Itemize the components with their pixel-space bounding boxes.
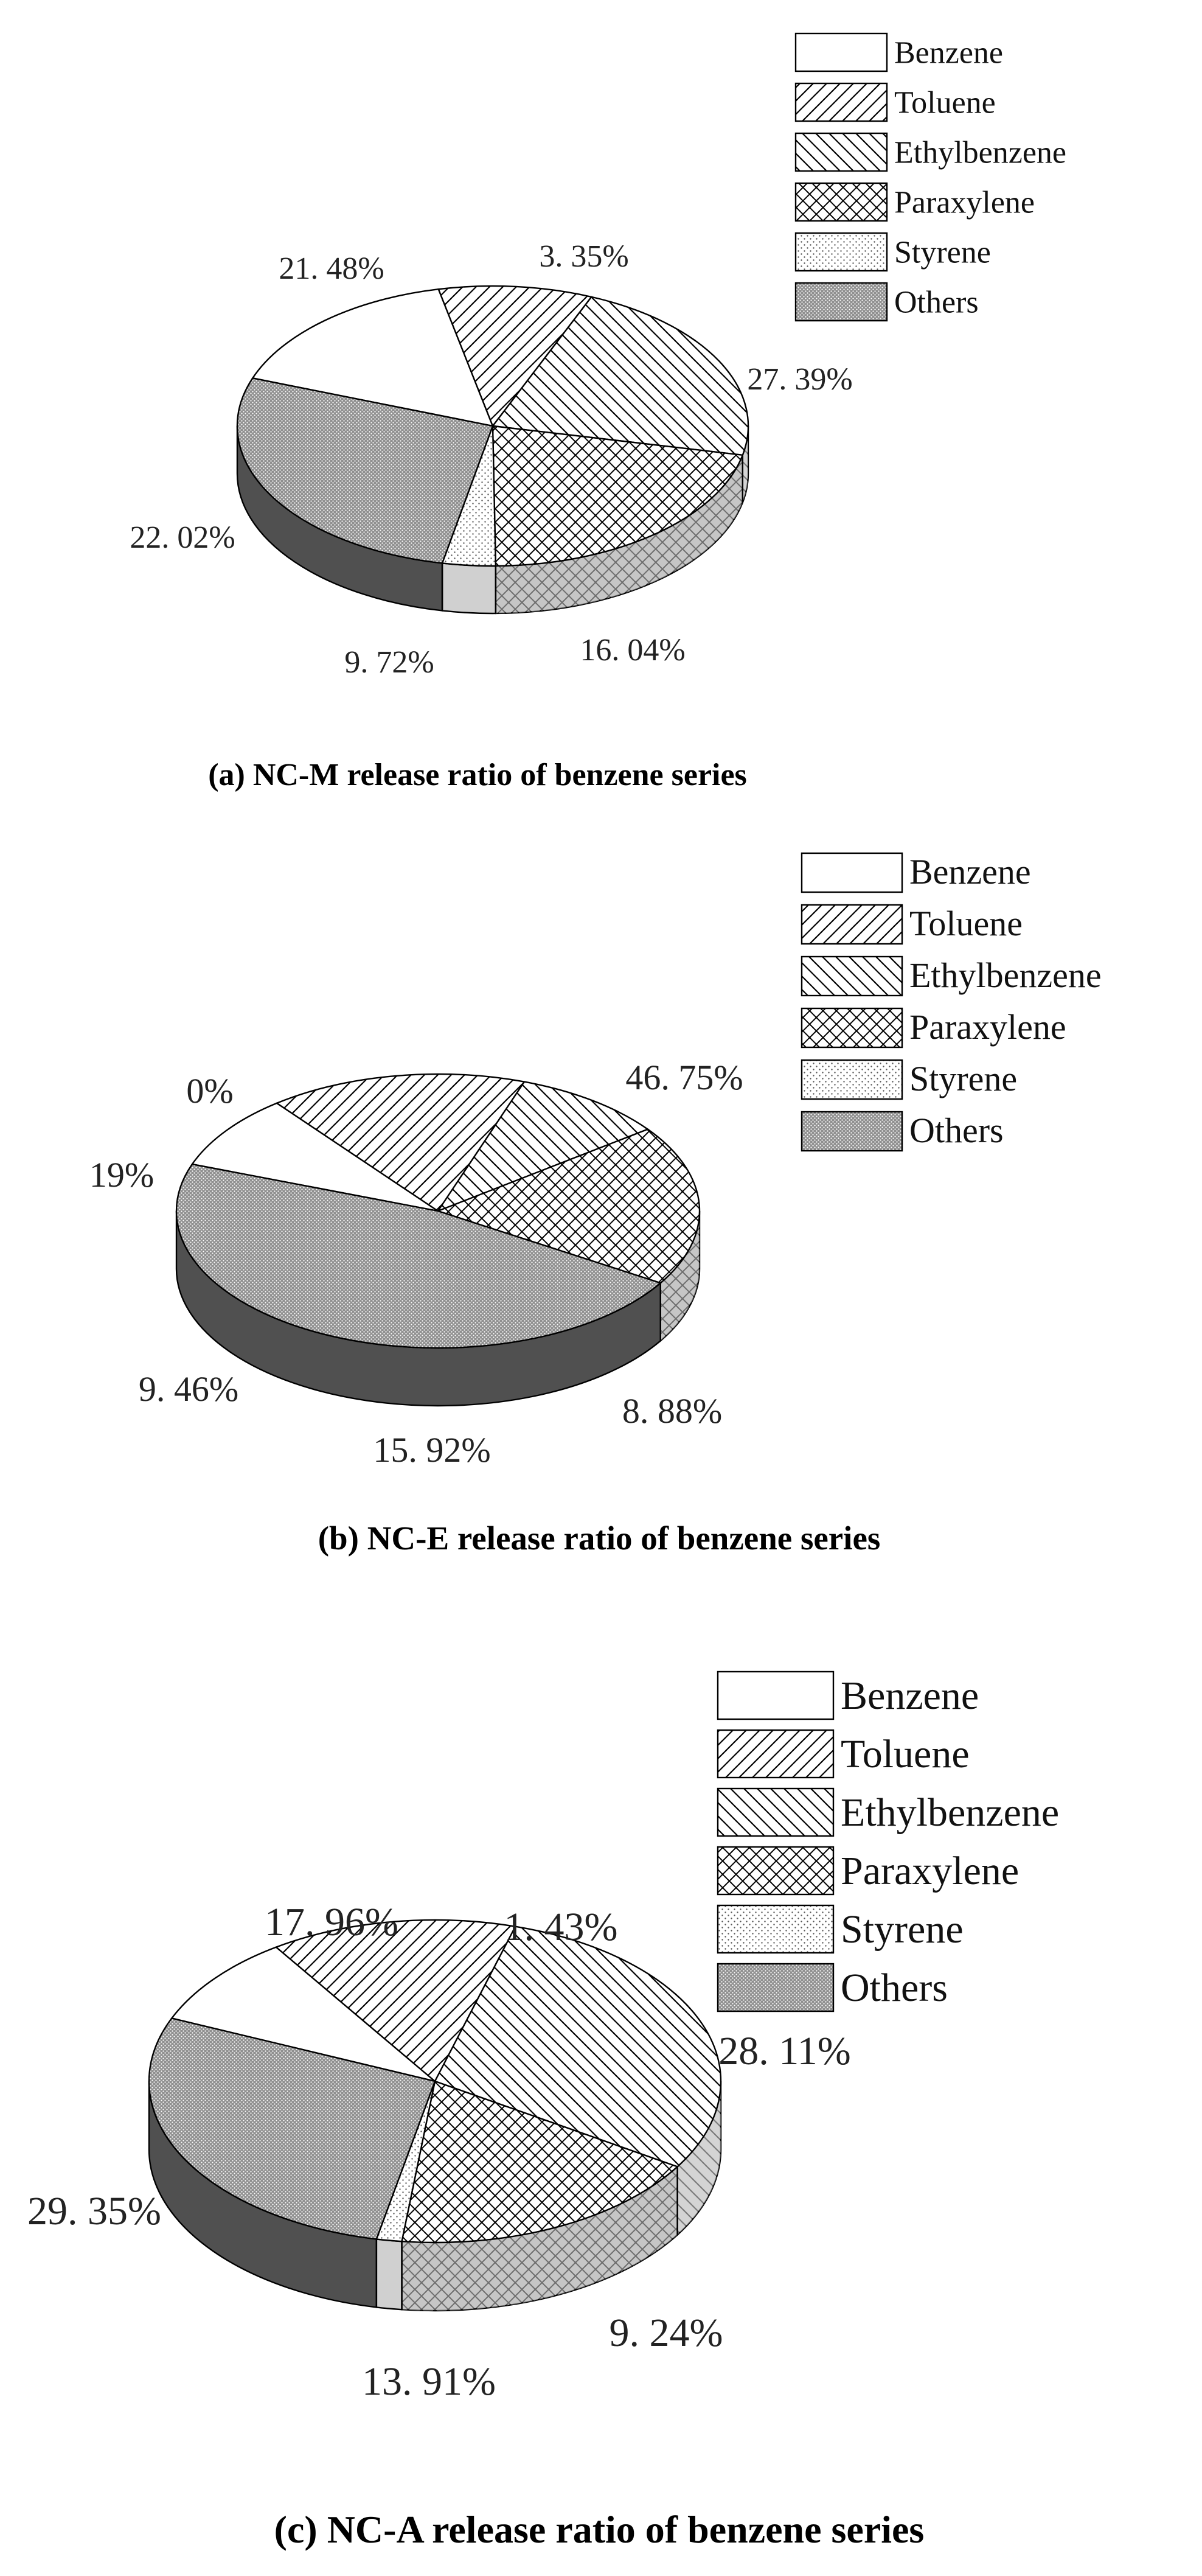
value-label-toluene: 13. 91% bbox=[362, 2359, 496, 2404]
legend-item-ethylbenzene bbox=[718, 1789, 1059, 1836]
legend-item-toluene bbox=[802, 904, 1023, 944]
legend-label-toluene: Toluene bbox=[909, 903, 1023, 943]
legend-a bbox=[796, 33, 1066, 321]
legend-label-benzene: Benzene bbox=[841, 1673, 979, 1718]
value-label-benzene: 8. 88% bbox=[622, 1391, 723, 1431]
legend-label-paraxylene: Paraxylene bbox=[841, 1848, 1020, 1893]
legend-swatch-styrene bbox=[802, 1060, 902, 1099]
value-label-paraxylene: 17. 96% bbox=[265, 1900, 398, 1944]
pie-chart-b bbox=[89, 1058, 743, 1470]
legend-item-benzene bbox=[796, 33, 1003, 71]
legend-swatch-others bbox=[802, 1112, 902, 1151]
legend-item-ethylbenzene bbox=[802, 955, 1102, 996]
legend-swatch-benzene bbox=[796, 33, 887, 71]
value-label-ethylbenzene: 9. 46% bbox=[138, 1369, 239, 1409]
legend-item-benzene bbox=[802, 852, 1031, 892]
legend-swatch-others bbox=[796, 283, 887, 321]
legend-label-paraxylene: Paraxylene bbox=[894, 185, 1035, 220]
legend-item-others bbox=[802, 1111, 1004, 1151]
value-label-paraxylene: 21. 48% bbox=[279, 251, 384, 286]
legend-label-ethylbenzene: Ethylbenzene bbox=[841, 1790, 1060, 1835]
legend-item-paraxylene bbox=[796, 183, 1035, 221]
value-label-others: 28. 11% bbox=[718, 2029, 851, 2073]
legend-label-benzene: Benzene bbox=[909, 851, 1031, 892]
legend-item-styrene bbox=[796, 233, 991, 271]
legend-swatch-ethylbenzene bbox=[802, 957, 902, 996]
legend-swatch-ethylbenzene bbox=[796, 133, 887, 171]
legend-swatch-paraxylene bbox=[718, 1847, 833, 1894]
value-label-benzene: 16. 04% bbox=[580, 633, 686, 668]
value-label-ethylbenzene: 29. 35% bbox=[27, 2189, 161, 2233]
legend-swatch-ethylbenzene bbox=[718, 1789, 833, 1836]
value-label-toluene: 15. 92% bbox=[373, 1430, 491, 1470]
value-label-benzene: 9. 24% bbox=[609, 2311, 723, 2355]
legend-label-others: Others bbox=[841, 1965, 948, 2010]
legend-swatch-benzene bbox=[802, 853, 902, 892]
legend-swatch-styrene bbox=[718, 1905, 833, 1953]
caption-a: (a) NC-M release ratio of benzene series bbox=[208, 758, 747, 792]
pie-top-faces bbox=[237, 286, 748, 566]
legend-item-styrene bbox=[718, 1905, 964, 1953]
legend-item-others bbox=[718, 1964, 948, 2011]
caption-c: (c) NC-A release ratio of benzene series bbox=[274, 2508, 925, 2551]
legend-item-benzene bbox=[718, 1672, 979, 1719]
legend-item-paraxylene bbox=[718, 1847, 1019, 1894]
legend-item-ethylbenzene bbox=[796, 133, 1066, 171]
value-label-ethylbenzene: 22. 02% bbox=[130, 520, 235, 555]
legend-label-paraxylene: Paraxylene bbox=[909, 1007, 1066, 1047]
value-label-toluene: 9. 72% bbox=[344, 645, 434, 680]
pie-chart-a bbox=[130, 239, 852, 680]
legend-swatch-toluene bbox=[718, 1730, 833, 1778]
legend-item-others bbox=[796, 283, 979, 321]
panel-c bbox=[27, 1672, 1059, 2551]
legend-swatch-styrene bbox=[796, 233, 887, 271]
legend-swatch-others bbox=[718, 1964, 833, 2011]
legend-label-styrene: Styrene bbox=[909, 1058, 1018, 1098]
value-label-styrene: 3. 35% bbox=[539, 239, 629, 274]
value-label-paraxylene: 19% bbox=[89, 1155, 155, 1195]
legend-item-toluene bbox=[718, 1730, 970, 1778]
legend-label-styrene: Styrene bbox=[894, 235, 991, 270]
legend-c bbox=[718, 1672, 1059, 2011]
value-label-others: 46. 75% bbox=[625, 1058, 743, 1097]
legend-label-others: Others bbox=[909, 1110, 1004, 1150]
legend-label-toluene: Toluene bbox=[894, 85, 996, 120]
pie-top-faces bbox=[176, 1074, 700, 1348]
value-label-styrene: 0% bbox=[186, 1071, 234, 1111]
legend-item-toluene bbox=[796, 83, 996, 121]
legend-swatch-toluene bbox=[802, 905, 902, 944]
legend-swatch-benzene bbox=[718, 1672, 833, 1719]
pie-top-faces bbox=[149, 1920, 721, 2243]
legend-swatch-paraxylene bbox=[802, 1008, 902, 1047]
legend-swatch-toluene bbox=[796, 83, 887, 121]
legend-item-styrene bbox=[802, 1059, 1017, 1099]
side-wall-styrene bbox=[377, 2239, 402, 2309]
value-label-others: 27. 39% bbox=[747, 362, 853, 397]
caption-b: (b) NC-E release ratio of benzene series bbox=[318, 1520, 881, 1557]
legend-label-benzene: Benzene bbox=[894, 35, 1004, 71]
legend-label-toluene: Toluene bbox=[841, 1731, 970, 1776]
legend-label-others: Others bbox=[894, 285, 979, 320]
legend-label-styrene: Styrene bbox=[841, 1907, 964, 1952]
panel-b bbox=[89, 852, 1102, 1557]
legend-item-paraxylene bbox=[802, 1007, 1066, 1047]
legend-swatch-paraxylene bbox=[796, 183, 887, 221]
legend-b bbox=[802, 852, 1102, 1151]
legend-label-ethylbenzene: Ethylbenzene bbox=[909, 955, 1102, 995]
panel-a bbox=[130, 33, 1066, 792]
side-wall-styrene bbox=[442, 563, 496, 613]
value-label-styrene: 1. 43% bbox=[504, 1905, 618, 1949]
legend-label-ethylbenzene: Ethylbenzene bbox=[894, 135, 1066, 170]
